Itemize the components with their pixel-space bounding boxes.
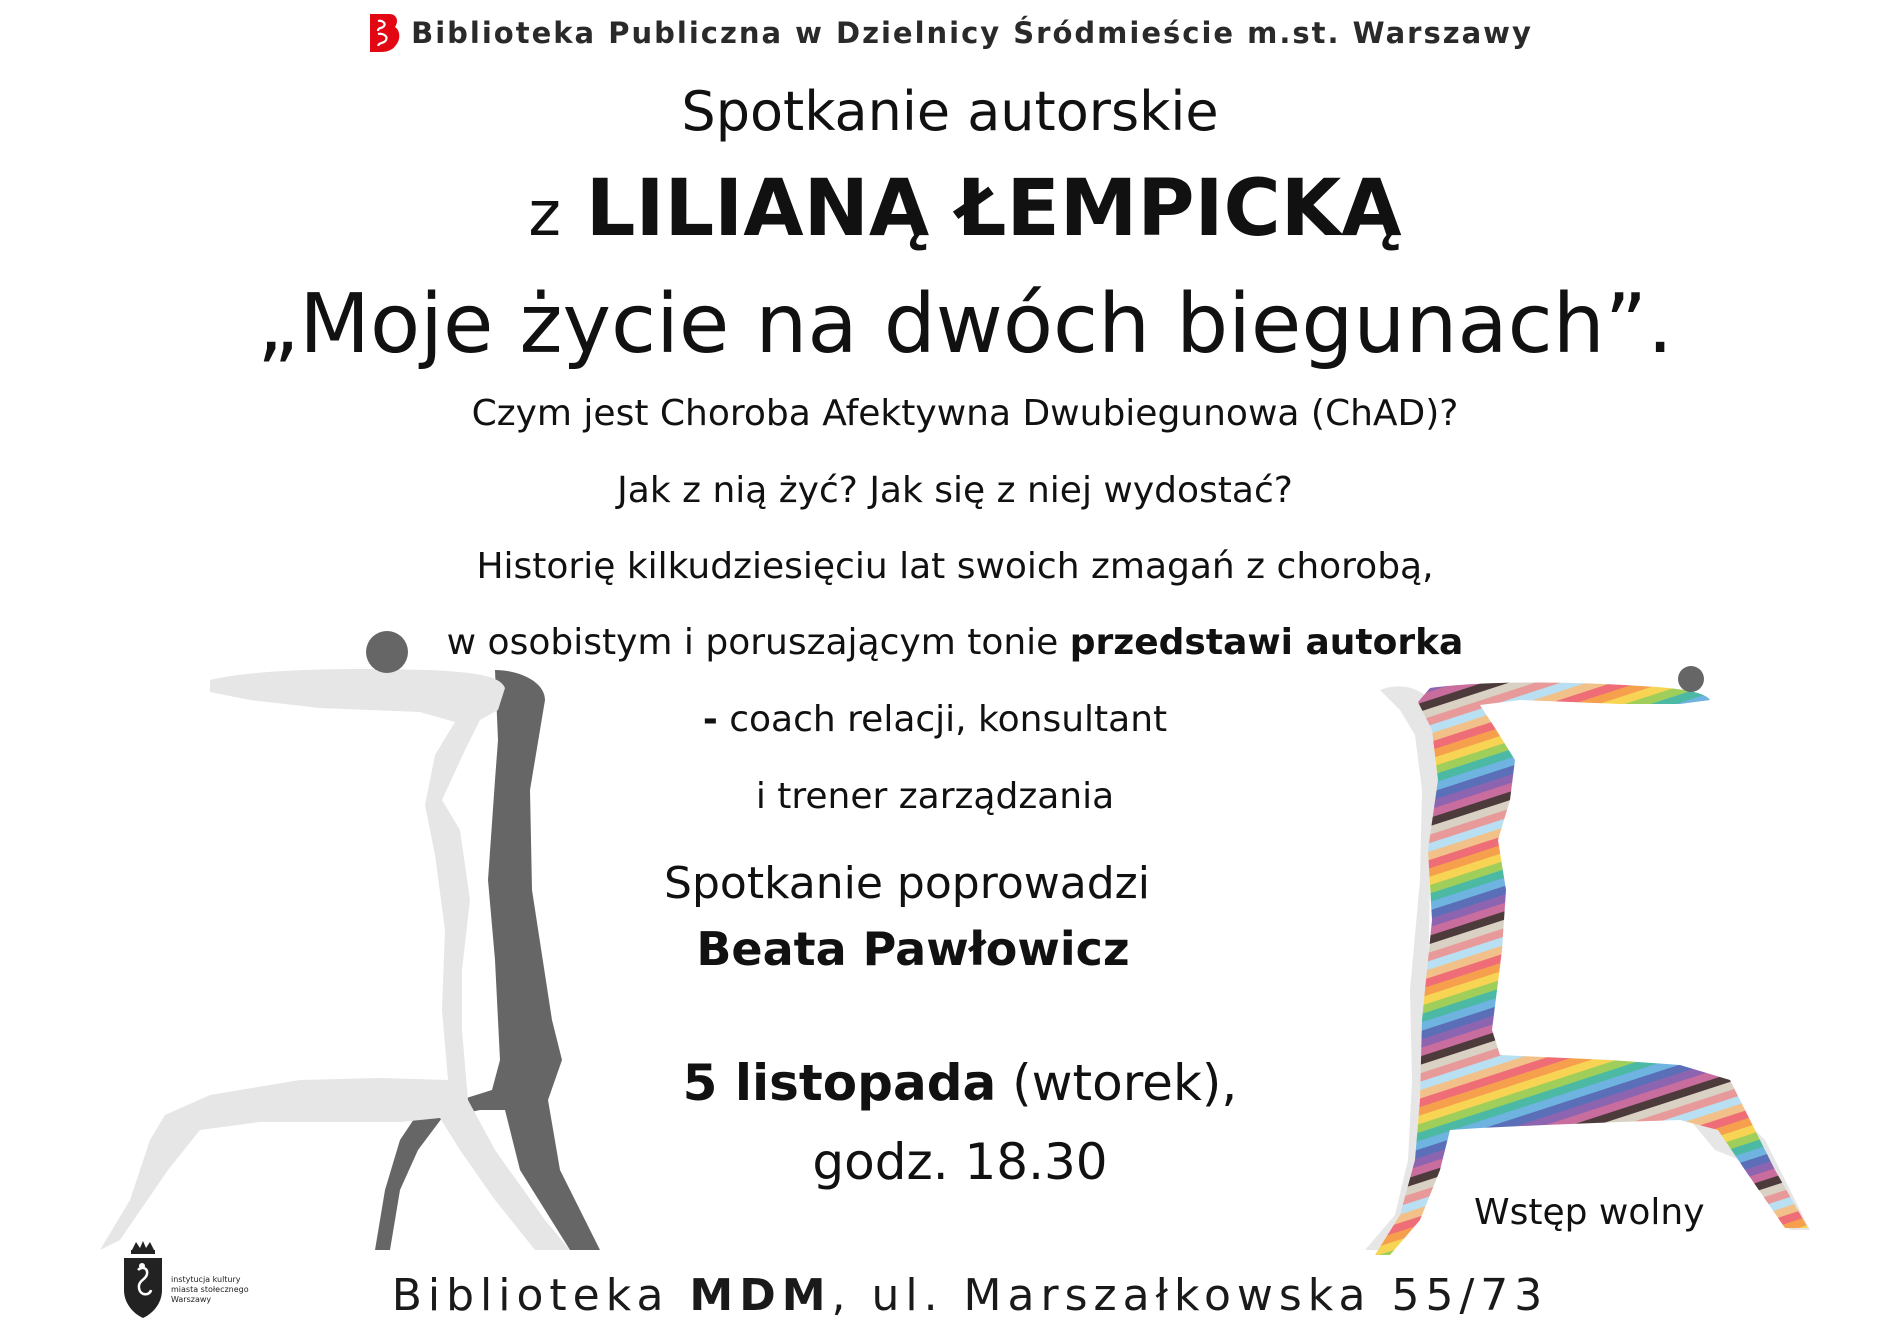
venue-prefix: Biblioteka <box>391 1270 690 1321</box>
figure-left-illustration <box>100 630 620 1260</box>
venue-street: , ul. Marszałkowska 55/73 <box>831 1270 1549 1321</box>
description-line-4-text: w osobistym i poruszającym tonie <box>446 622 1070 663</box>
host-name: Beata Pawłowicz <box>696 922 1130 976</box>
library-name: Biblioteka Publiczna w Dzielnicy Śródmieście m.st. Warszawy <box>411 16 1533 50</box>
description-line-4-bold: przedstawi autorka <box>1069 622 1464 663</box>
author-line <box>15 164 1900 254</box>
venue-branch: MDM <box>689 1270 832 1321</box>
description-line-3: Historię kilkudziesięciu lat swoich zmagań z chorobą, <box>476 546 1434 587</box>
description-line-5-text: coach relacji, konsultant <box>717 699 1168 740</box>
event-date-day: 5 listopada <box>682 1054 997 1112</box>
host-label: Spotkanie poprowadzi <box>664 858 1150 909</box>
book-title: „Moje życie na dwóch biegunach”. <box>256 277 1674 372</box>
description-line-6: i trener zarządzania <box>755 776 1115 817</box>
event-date-weekday: (wtorek), <box>996 1054 1238 1112</box>
figure-right-body <box>1375 683 1808 1256</box>
figure-right-head <box>1678 666 1704 692</box>
event-time: godz. 18.30 <box>812 1133 1108 1191</box>
figure-left-head <box>366 631 408 673</box>
library-b-logo-icon <box>367 12 401 54</box>
venue-address <box>20 1270 1900 1321</box>
crest-caption-line-1: instytucja kultury <box>171 1275 241 1284</box>
crest-caption-line-3: Warszawy <box>171 1295 212 1304</box>
description-line-1: Czym jest Choroba Afektywna Dwubiegunowa (ChAD)? <box>471 393 1459 434</box>
crest-caption-line-2: miasta stołecznego <box>171 1285 249 1294</box>
library-header <box>0 12 1900 54</box>
description-line-2: Jak z nią żyć? Jak się z niej wydostać? <box>617 470 1293 511</box>
figure-right-illustration <box>1320 660 1840 1260</box>
free-entry-note: Wstęp wolny <box>1474 1192 1705 1233</box>
author-name: LILIANĄ ŁEMPICKĄ <box>585 164 1402 254</box>
author-prefix: z <box>528 177 561 250</box>
event-type: Spotkanie autorskie <box>681 80 1219 143</box>
description-dash: - <box>702 699 718 740</box>
